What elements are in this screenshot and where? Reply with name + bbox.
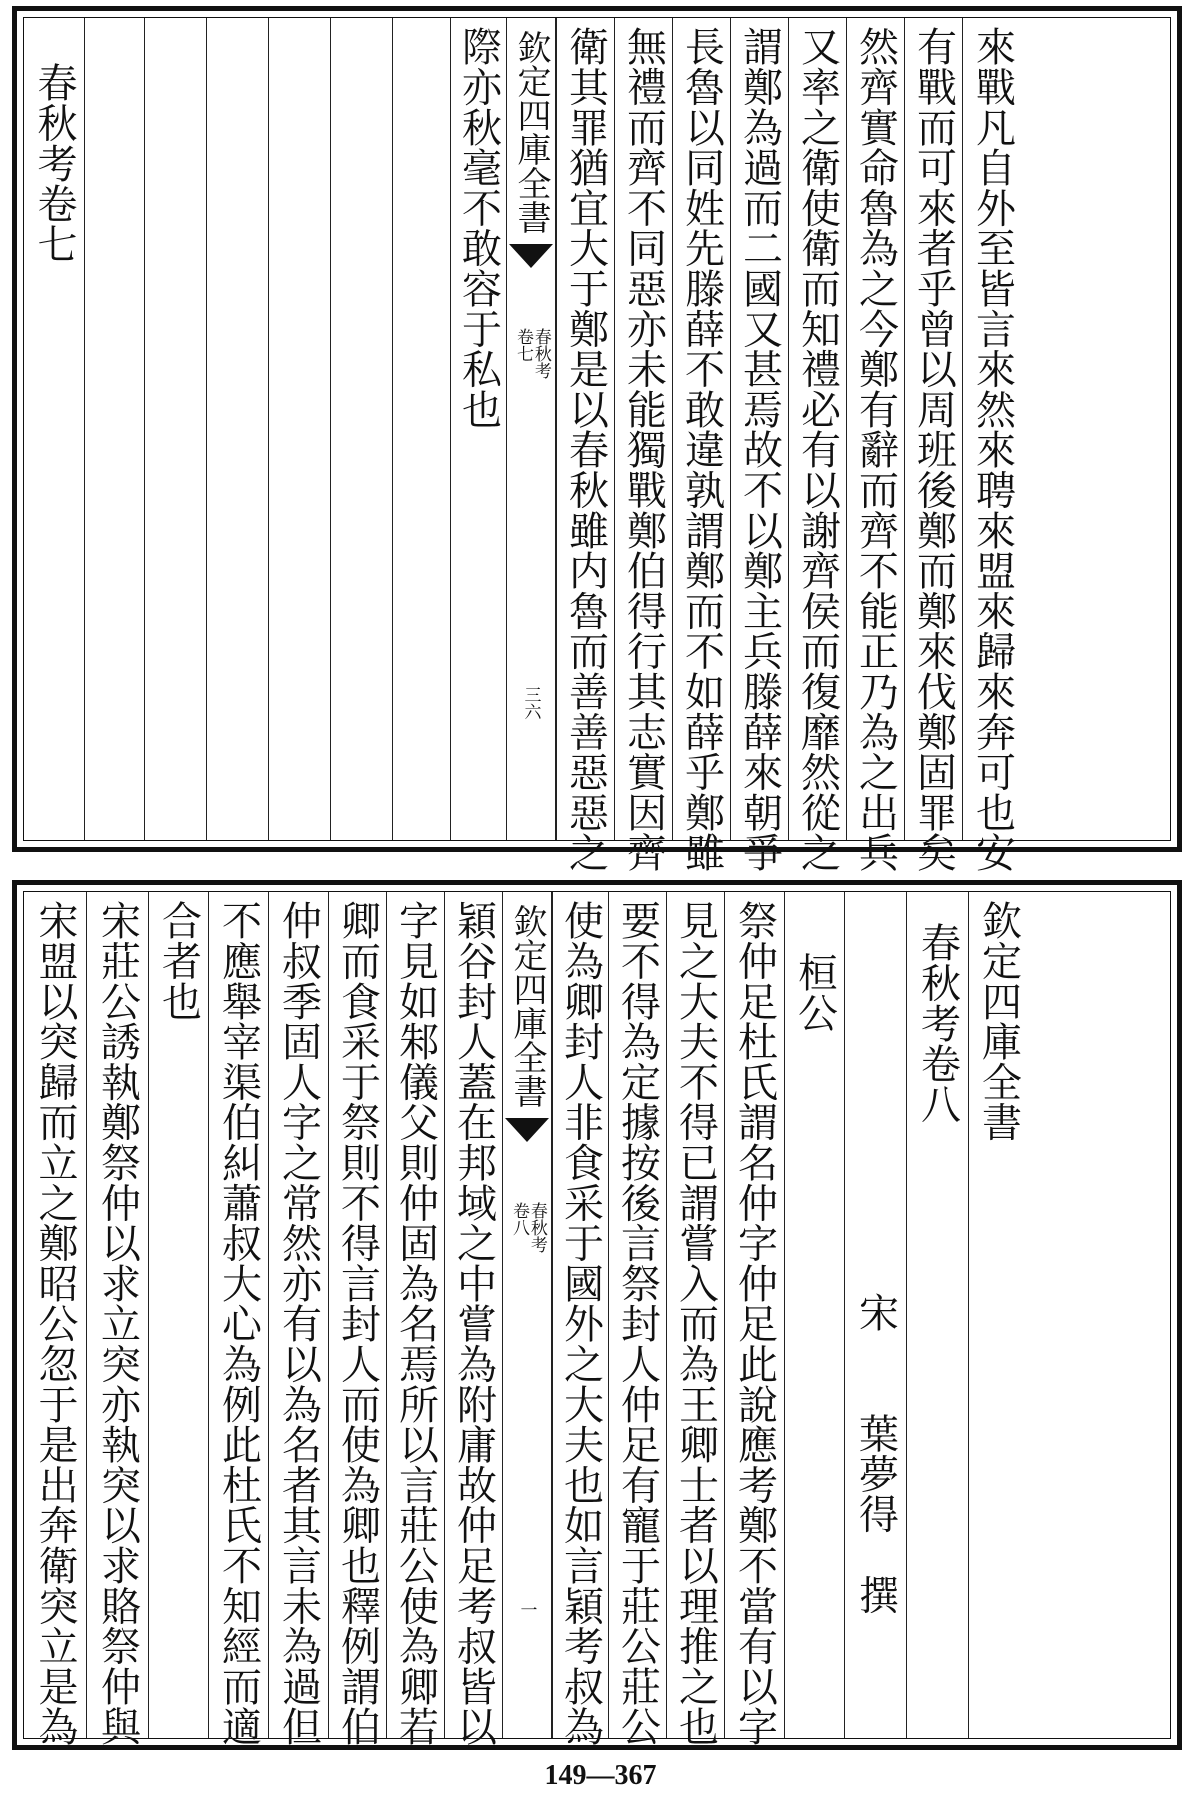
text-column	[444, 892, 502, 1747]
chapter-title-column	[906, 892, 968, 1738]
gutter-page-number: 三六	[520, 686, 541, 720]
column-text: 然齊實命魯為之今鄭有辭而齊不能正乃為之出兵	[852, 26, 899, 873]
column-text: 仲叔季固人字之常然亦有以為名者其言未為過但	[275, 900, 322, 1747]
gutter-title: 欽定四庫全書	[511, 30, 551, 234]
blank-column	[206, 18, 268, 840]
column-text: 又率之衛使衛而知禮必有以謝齊侯而復靡然從之	[794, 26, 841, 873]
column-text: 謂鄭為過而二國又甚焉故不以鄭主兵滕薛來朝爭	[736, 26, 783, 873]
book-title: 欽定四庫全書	[975, 900, 1022, 1142]
column-text: 衛其罪猶宜大于鄭是以春秋雖内魯而善善惡惡之	[562, 26, 609, 873]
page-footer-number: 149—367	[544, 1760, 657, 1791]
blank-column	[84, 18, 144, 840]
text-column	[608, 892, 666, 1747]
text-column	[148, 892, 208, 1738]
text-column	[614, 18, 672, 873]
author-column	[844, 892, 906, 1738]
chapter-title: 春秋考卷八	[914, 922, 961, 1124]
blank-column	[144, 18, 206, 840]
text-column	[724, 892, 784, 1747]
column-text: 字見如邾儀父則仲固為名焉所以言莊公使為卿若	[392, 900, 439, 1747]
column-text: 祭仲足杜氏謂名仲字仲足此說應考鄭不當有以字	[731, 900, 778, 1747]
fish-tail-mark	[509, 244, 553, 268]
column-text: 無禮而齊不同惡亦未能獨戰鄭伯得行其志實因齊	[620, 26, 667, 873]
text-column	[386, 892, 444, 1747]
top-page	[12, 6, 1182, 873]
text-column	[672, 18, 730, 873]
fish-tail-mark	[505, 1118, 549, 1142]
text-column	[666, 892, 724, 1747]
text-column	[730, 18, 788, 873]
blank-column	[392, 18, 450, 840]
column-text: 卿而食采于祭則不得言封人而使為卿也釋例謂伯	[334, 900, 381, 1747]
text-column	[962, 18, 1022, 873]
column-text: 宋盟以突歸而立之鄭昭公忽于是出奔衛突立是為	[32, 900, 78, 1747]
column-text: 來戰凡自外至皆言來然來聘來盟來歸來奔可也安	[969, 26, 1016, 873]
column-text: 合者也	[155, 900, 202, 1021]
column-text: 不應舉宰渠伯糾蕭叔大心為例此杜氏不知經而適	[215, 900, 262, 1747]
blank-column	[268, 18, 330, 840]
text-column	[846, 18, 904, 873]
text-column	[904, 18, 962, 873]
text-column	[328, 892, 386, 1747]
gutter-page-number: 一	[516, 1601, 537, 1618]
section-column	[784, 892, 844, 1738]
author-line: 宋 葉夢得 撰	[852, 1292, 899, 1615]
gutter-chapter: 春秋考 卷八	[509, 1202, 547, 1253]
text-column	[268, 892, 328, 1747]
column-text: 長魯以同姓先滕薛不敢違孰謂鄭而不如薛乎鄭雖	[678, 26, 725, 873]
column-text: 宋莊公誘執鄭祭仲以求立突亦執突以求賂祭仲與	[94, 900, 141, 1747]
blank-column	[330, 18, 392, 840]
text-column	[788, 18, 846, 873]
text-column	[556, 18, 614, 873]
text-column	[86, 892, 148, 1747]
column-text: 際亦秋毫不敢容于私也	[455, 26, 502, 429]
book-title-column	[968, 892, 1028, 1738]
text-column	[24, 18, 84, 840]
column-text: 有戰而可來者乎曾以周班後鄭而鄭來伐鄭固罪矣	[910, 26, 957, 873]
text-column	[208, 892, 268, 1747]
column-text: 見之大夫不得已謂嘗入而為王卿士者以理推之也	[672, 900, 719, 1747]
column-text: 使為卿封人非食采于國外之大夫也如言穎考叔為	[557, 900, 604, 1747]
text-column	[450, 18, 506, 840]
text-column	[24, 892, 86, 1747]
page-gutter	[506, 18, 556, 840]
bottom-page	[12, 880, 1182, 1750]
bottom-page-frame	[23, 891, 1171, 1747]
top-page-frame	[23, 17, 1171, 873]
gutter-chapter: 春秋考 卷七	[513, 328, 551, 379]
section-heading: 桓公	[791, 952, 838, 1033]
gutter-title: 欽定四庫全書	[507, 904, 547, 1108]
page-gutter	[502, 892, 552, 1738]
text-column	[552, 892, 608, 1747]
column-text: 要不得為定據按後言祭封人仲足有寵于莊公莊公	[614, 900, 661, 1747]
column-text: 穎谷封人蓋在邦域之中嘗為附庸故仲足考叔皆以	[450, 900, 497, 1747]
chapter-end-title: 春秋考卷七	[31, 62, 77, 264]
